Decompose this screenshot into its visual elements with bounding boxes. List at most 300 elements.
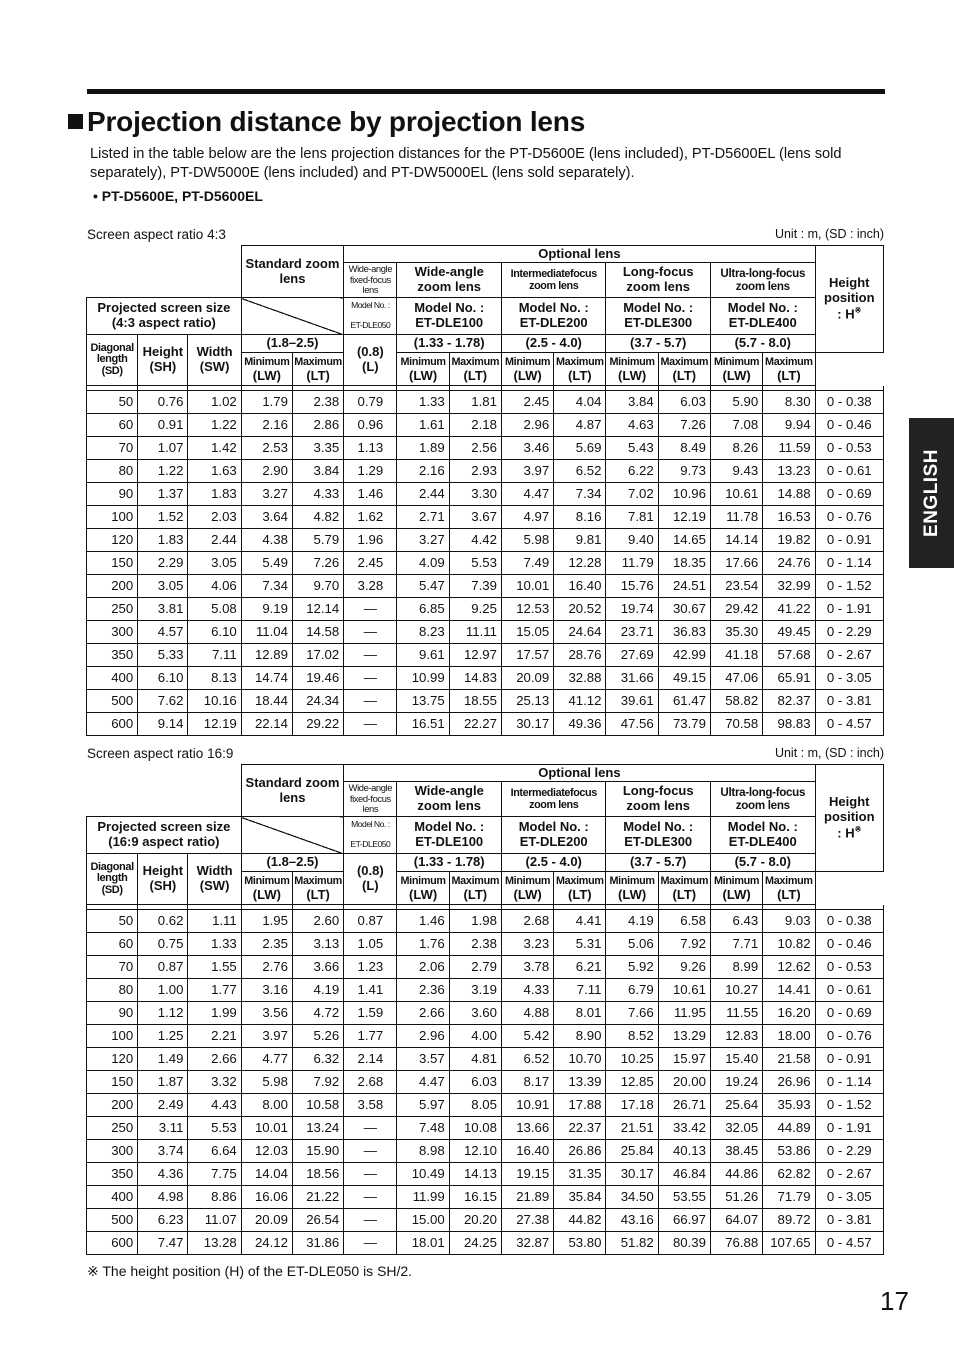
distance-cell: 9.40 <box>606 529 658 552</box>
distance-cell: 44.82 <box>554 1209 606 1232</box>
table-16x9-caption <box>87 746 884 762</box>
distance-cell: 2.49 <box>138 1094 188 1117</box>
diagonal-blank-cell <box>241 817 343 854</box>
height-position-cell: 0 - 3.81 <box>815 690 883 713</box>
distance-cell: 2.06 <box>397 956 449 979</box>
distance-cell: 2.03 <box>188 506 241 529</box>
diagonal-cell: 350 <box>87 644 138 667</box>
width-sw-header: Width (SW) <box>188 335 241 386</box>
diagonal-cell: 400 <box>87 1186 138 1209</box>
standard-zoom-lens-header: Standard zoom lens <box>241 246 343 298</box>
distance-cell: 10.96 <box>658 483 710 506</box>
distance-cell: 4.33 <box>292 483 343 506</box>
table-row <box>87 1163 884 1186</box>
distance-cell: 12.19 <box>658 506 710 529</box>
distance-cell: 3.23 <box>501 933 553 956</box>
distance-cell: 6.32 <box>292 1048 343 1071</box>
distance-cell: 18.55 <box>449 690 501 713</box>
distance-cell: 4.57 <box>138 621 188 644</box>
distance-cell: 14.13 <box>449 1163 501 1186</box>
distance-cell: 15.40 <box>710 1048 762 1071</box>
distance-cell: 32.05 <box>710 1117 762 1140</box>
distance-cell: 6.52 <box>554 460 606 483</box>
distance-cell: 13.29 <box>658 1025 710 1048</box>
distance-cell: 4.98 <box>138 1186 188 1209</box>
distance-cell: 1.77 <box>188 979 241 1002</box>
distance-cell: 4.87 <box>554 414 606 437</box>
diagonal-cell: 100 <box>87 506 138 529</box>
diagonal-length-header: Diagonal length (SD) <box>87 854 138 905</box>
distance-cell: 4.47 <box>397 1071 449 1094</box>
distance-cell: 13.28 <box>188 1232 241 1255</box>
table-row <box>87 1094 884 1117</box>
distance-cell: 5.92 <box>606 956 658 979</box>
distance-cell: 1.59 <box>344 1002 397 1025</box>
distance-cell: 53.86 <box>763 1140 815 1163</box>
wide-fixed-lens-header: Wide-angle fixed-focus lens <box>344 263 397 298</box>
width-sw-header: Width (SW) <box>188 854 241 905</box>
diagonal-cell: 70 <box>87 437 138 460</box>
distance-cell: 8.13 <box>188 667 241 690</box>
distance-cell: 22.14 <box>241 713 292 736</box>
distance-cell: 35.30 <box>710 621 762 644</box>
distance-cell: 4.41 <box>554 910 606 933</box>
distance-cell: 66.97 <box>658 1209 710 1232</box>
table-row <box>87 956 884 979</box>
height-position-cell: 0 - 0.46 <box>815 414 883 437</box>
page-number: 17 <box>880 1286 909 1316</box>
distance-cell: 16.06 <box>241 1186 292 1209</box>
distance-cell: 1.33 <box>188 933 241 956</box>
distance-cell: 20.52 <box>554 598 606 621</box>
distance-cell: 1.77 <box>344 1025 397 1048</box>
distance-cell: 4.19 <box>292 979 343 1002</box>
distance-cell: 5.98 <box>241 1071 292 1094</box>
screen-size-header: Projected screen size (4:3 aspect ratio) <box>87 298 242 335</box>
distance-cell: 4.06 <box>188 575 241 598</box>
height-position-cell: 0 - 3.05 <box>815 1186 883 1209</box>
height-position-cell: 0 - 0.91 <box>815 1048 883 1071</box>
footnote: ※ The height position (H) of the ET-DLE050 is SH/2. <box>87 1263 413 1279</box>
distance-cell: 14.88 <box>763 483 815 506</box>
distance-cell: 9.73 <box>658 460 710 483</box>
distance-cell: 8.05 <box>449 1094 501 1117</box>
distance-cell: 2.66 <box>397 1002 449 1025</box>
distance-cell: 1.76 <box>397 933 449 956</box>
distance-cell: 9.61 <box>397 644 449 667</box>
distance-cell: 7.26 <box>658 414 710 437</box>
diagonal-cell: 500 <box>87 1209 138 1232</box>
distance-cell: 0.75 <box>138 933 188 956</box>
distance-cell: — <box>344 667 397 690</box>
distance-cell: 27.69 <box>606 644 658 667</box>
height-position-cell: 0 - 0.61 <box>815 979 883 1002</box>
distance-cell: 17.57 <box>501 644 553 667</box>
distance-cell: 10.82 <box>763 933 815 956</box>
distance-cell: 43.16 <box>606 1209 658 1232</box>
distance-cell: 6.21 <box>554 956 606 979</box>
distance-cell: 16.15 <box>449 1186 501 1209</box>
distance-cell: 1.11 <box>188 910 241 933</box>
min-lw-header: Minimum (LW) <box>501 872 553 905</box>
distance-cell: 26.86 <box>554 1140 606 1163</box>
distance-cell: 4.81 <box>449 1048 501 1071</box>
distance-cell: 23.54 <box>710 575 762 598</box>
height-position-cell: 0 - 1.91 <box>815 598 883 621</box>
height-position-cell: 0 - 1.14 <box>815 1071 883 1094</box>
diagonal-cell: 600 <box>87 713 138 736</box>
distance-cell: 7.11 <box>188 644 241 667</box>
distance-cell: 20.09 <box>241 1209 292 1232</box>
table-row <box>87 621 884 644</box>
page-title <box>68 106 585 138</box>
distance-cell: 5.90 <box>710 391 762 414</box>
max-lt-header: Maximum (LT) <box>554 353 606 386</box>
distance-cell: 4.88 <box>501 1002 553 1025</box>
distance-cell: 44.86 <box>710 1163 762 1186</box>
distance-cell: 2.68 <box>501 910 553 933</box>
height-position-cell: 0 - 0.69 <box>815 1002 883 1025</box>
distance-cell: 15.00 <box>397 1209 449 1232</box>
distance-cell: 2.21 <box>188 1025 241 1048</box>
distance-cell: 25.84 <box>606 1140 658 1163</box>
distance-cell: 14.83 <box>449 667 501 690</box>
distance-cell: 7.49 <box>501 552 553 575</box>
distance-cell: 1.33 <box>397 391 449 414</box>
distance-cell: 26.71 <box>658 1094 710 1117</box>
table-row <box>87 391 884 414</box>
distance-cell: 41.22 <box>763 598 815 621</box>
min-lw-header: Minimum (LW) <box>710 353 762 386</box>
distance-cell: — <box>344 690 397 713</box>
diagonal-cell: 80 <box>87 460 138 483</box>
distance-cell: 3.57 <box>397 1048 449 1071</box>
max-lt-header: Maximum (LT) <box>658 353 710 386</box>
height-position-cell: 0 - 2.29 <box>815 1140 883 1163</box>
distance-cell: 23.71 <box>606 621 658 644</box>
distance-cell: 2.96 <box>501 414 553 437</box>
distance-cell: 32.88 <box>554 667 606 690</box>
distance-cell: 73.79 <box>658 713 710 736</box>
unit-label: Unit : m, (SD : inch) <box>774 227 884 241</box>
distance-cell: 5.49 <box>241 552 292 575</box>
distance-cell: 64.07 <box>710 1209 762 1232</box>
distance-cell: 17.18 <box>606 1094 658 1117</box>
distance-cell: 11.95 <box>658 1002 710 1025</box>
distance-cell: 24.64 <box>554 621 606 644</box>
distance-cell: 5.08 <box>188 598 241 621</box>
distance-cell: 12.83 <box>710 1025 762 1048</box>
distance-cell: 2.14 <box>344 1048 397 1071</box>
intermediate-zoom-lens-header: Intermediatefocus zoom lens <box>501 263 606 298</box>
distance-cell: 9.43 <box>710 460 762 483</box>
distance-cell: 57.68 <box>763 644 815 667</box>
distance-cell: 5.33 <box>138 644 188 667</box>
distance-cell: 25.64 <box>710 1094 762 1117</box>
distance-cell: 3.67 <box>449 506 501 529</box>
distance-cell: 1.49 <box>138 1048 188 1071</box>
range-standard: (1.8–2.5) <box>241 854 343 872</box>
distance-cell: 1.22 <box>138 460 188 483</box>
distance-cell: 7.02 <box>606 483 658 506</box>
distance-cell: 9.81 <box>554 529 606 552</box>
height-position-cell: 0 - 1.52 <box>815 575 883 598</box>
distance-cell: 7.48 <box>397 1117 449 1140</box>
distance-cell: 1.42 <box>188 437 241 460</box>
distance-cell: 4.72 <box>292 1002 343 1025</box>
distance-cell: 11.11 <box>449 621 501 644</box>
distance-cell: 6.85 <box>397 598 449 621</box>
min-lw-header: Minimum (LW) <box>397 353 449 386</box>
diagonal-cell: 50 <box>87 910 138 933</box>
diagonal-cell: 400 <box>87 667 138 690</box>
distance-cell: 0.96 <box>344 414 397 437</box>
height-position-cell: 0 - 2.29 <box>815 621 883 644</box>
height-position-cell: 0 - 0.46 <box>815 933 883 956</box>
distance-cell: 18.00 <box>763 1025 815 1048</box>
range-dle400: (5.7 - 8.0) <box>710 335 815 353</box>
distance-cell: 15.05 <box>501 621 553 644</box>
aspect-ratio-label: Screen aspect ratio 4:3 <box>87 227 226 242</box>
distance-cell: 25.13 <box>501 690 553 713</box>
diagonal-cell: 80 <box>87 979 138 1002</box>
distance-cell: 3.11 <box>138 1117 188 1140</box>
distance-cell: 20.20 <box>449 1209 501 1232</box>
diagonal-blank-cell <box>241 298 343 335</box>
table-row <box>87 1071 884 1094</box>
distance-cell: 6.43 <box>710 910 762 933</box>
distance-cell: 1.29 <box>344 460 397 483</box>
optional-lens-header: Optional lens <box>344 246 815 263</box>
distance-cell: 44.89 <box>763 1117 815 1140</box>
distance-cell: 6.10 <box>138 667 188 690</box>
distance-cell: 3.56 <box>241 1002 292 1025</box>
distance-cell: 4.43 <box>188 1094 241 1117</box>
diagonal-cell: 300 <box>87 1140 138 1163</box>
table-row <box>87 644 884 667</box>
ultra-long-zoom-lens-header: Ultra-long-focus zoom lens <box>710 782 815 817</box>
distance-cell: 0.91 <box>138 414 188 437</box>
distance-cell: 2.86 <box>292 414 343 437</box>
distance-cell: 1.23 <box>344 956 397 979</box>
height-position-cell: 0 - 4.57 <box>815 1232 883 1255</box>
distance-cell: 30.17 <box>606 1163 658 1186</box>
distance-cell: 2.90 <box>241 460 292 483</box>
distance-cell: 32.99 <box>763 575 815 598</box>
distance-cell: 13.66 <box>501 1117 553 1140</box>
distance-cell: 27.38 <box>501 1209 553 1232</box>
table-4x3-caption <box>87 227 884 243</box>
distance-cell: 3.05 <box>188 552 241 575</box>
distance-cell: 11.59 <box>763 437 815 460</box>
dle050-model-cell: Model No. : ET-DLE050 <box>344 298 397 335</box>
distance-cell: 2.93 <box>449 460 501 483</box>
distance-cell: 47.56 <box>606 713 658 736</box>
distance-cell: 14.14 <box>710 529 762 552</box>
max-lt-header: Maximum (LT) <box>554 872 606 905</box>
distance-cell: 7.11 <box>554 979 606 1002</box>
distance-cell: 0.87 <box>138 956 188 979</box>
distance-cell: 2.35 <box>241 933 292 956</box>
distance-cell: 2.36 <box>397 979 449 1002</box>
distance-cell: 18.35 <box>658 552 710 575</box>
range-standard: (1.8–2.5) <box>241 335 343 353</box>
distance-cell: 40.13 <box>658 1140 710 1163</box>
distance-cell: 61.47 <box>658 690 710 713</box>
distance-cell: 2.71 <box>397 506 449 529</box>
diagonal-cell: 120 <box>87 1048 138 1071</box>
distance-cell: 8.86 <box>188 1186 241 1209</box>
distance-cell: 9.19 <box>241 598 292 621</box>
distance-cell: — <box>344 1209 397 1232</box>
dle050-model-cell: Model No. : ET-DLE050 <box>344 817 397 854</box>
distance-cell: 8.49 <box>658 437 710 460</box>
min-lw-header: Minimum (LW) <box>606 872 658 905</box>
table-row <box>87 979 884 1002</box>
distance-cell: 9.26 <box>658 956 710 979</box>
distance-cell: 12.89 <box>241 644 292 667</box>
distance-cell: 4.77 <box>241 1048 292 1071</box>
distance-cell: 24.12 <box>241 1232 292 1255</box>
distance-cell: 31.66 <box>606 667 658 690</box>
distance-cell: 3.81 <box>138 598 188 621</box>
distance-cell: 6.58 <box>658 910 710 933</box>
diagonal-cell: 100 <box>87 1025 138 1048</box>
height-sh-header: Height (SH) <box>138 335 188 386</box>
model-heading: • PT-D5600E, PT-D5600EL <box>93 188 263 204</box>
distance-cell: 15.90 <box>292 1140 343 1163</box>
distance-cell: 32.87 <box>501 1232 553 1255</box>
distance-cell: 4.33 <box>501 979 553 1002</box>
distance-cell: 12.10 <box>449 1140 501 1163</box>
distance-cell: 4.19 <box>606 910 658 933</box>
long-zoom-lens-header: Long-focus zoom lens <box>606 263 711 298</box>
table-row <box>87 1048 884 1071</box>
distance-cell: 16.40 <box>501 1140 553 1163</box>
table-row <box>87 933 884 956</box>
height-position-header: Height position : H※ <box>815 246 883 353</box>
distance-cell: 12.14 <box>292 598 343 621</box>
distance-cell: 7.75 <box>188 1163 241 1186</box>
distance-cell: 10.99 <box>397 667 449 690</box>
distance-cell: 17.88 <box>554 1094 606 1117</box>
distance-cell: 1.62 <box>344 506 397 529</box>
distance-cell: 5.98 <box>501 529 553 552</box>
distance-cell: 4.36 <box>138 1163 188 1186</box>
height-position-cell: 0 - 0.53 <box>815 437 883 460</box>
distance-cell: 8.17 <box>501 1071 553 1094</box>
distance-cell: 1.37 <box>138 483 188 506</box>
language-tab-label: ENGLISH <box>920 449 942 537</box>
distance-cell: 13.75 <box>397 690 449 713</box>
dle200-model-cell: Model No. : ET-DLE200 <box>501 298 606 335</box>
distance-cell: 3.58 <box>344 1094 397 1117</box>
distance-cell: 8.90 <box>554 1025 606 1048</box>
wide-zoom-lens-header: Wide-angle zoom lens <box>397 263 502 298</box>
distance-cell: 8.23 <box>397 621 449 644</box>
distance-cell: 14.04 <box>241 1163 292 1186</box>
distance-cell: — <box>344 1232 397 1255</box>
distance-cell: 3.32 <box>188 1071 241 1094</box>
square-bullet-icon <box>68 114 83 129</box>
distance-cell: 6.52 <box>501 1048 553 1071</box>
distance-cell: 21.51 <box>606 1117 658 1140</box>
table-row <box>87 483 884 506</box>
distance-cell: 3.46 <box>501 437 553 460</box>
distance-cell: 11.99 <box>397 1186 449 1209</box>
distance-cell: 1.05 <box>344 933 397 956</box>
distance-cell: 3.64 <box>241 506 292 529</box>
distance-cell: 8.00 <box>241 1094 292 1117</box>
distance-cell: 3.28 <box>344 575 397 598</box>
distance-cell: 53.55 <box>658 1186 710 1209</box>
distance-cell: 2.76 <box>241 956 292 979</box>
unit-label: Unit : m, (SD : inch) <box>774 746 884 760</box>
distance-cell: 2.45 <box>501 391 553 414</box>
height-position-cell: 0 - 4.57 <box>815 713 883 736</box>
distance-cell: 3.84 <box>606 391 658 414</box>
distance-cell: 7.08 <box>710 414 762 437</box>
table-row <box>87 552 884 575</box>
range-dle300: (3.7 - 5.7) <box>606 335 711 353</box>
distance-cell: 1.89 <box>397 437 449 460</box>
distance-cell: 58.82 <box>710 690 762 713</box>
distance-cell: 7.81 <box>606 506 658 529</box>
distance-cell: 1.83 <box>138 529 188 552</box>
distance-cell: 3.13 <box>292 933 343 956</box>
optional-lens-header: Optional lens <box>344 765 815 782</box>
distance-cell: 6.64 <box>188 1140 241 1163</box>
distance-table-16x9 <box>86 764 884 1255</box>
distance-cell: 3.19 <box>449 979 501 1002</box>
distance-cell: 4.09 <box>397 552 449 575</box>
distance-cell: 10.70 <box>554 1048 606 1071</box>
distance-cell: 41.12 <box>554 690 606 713</box>
page-title-text: Projection distance by projection lens <box>87 106 586 137</box>
distance-cell: 7.34 <box>554 483 606 506</box>
distance-cell: 1.41 <box>344 979 397 1002</box>
distance-cell: 19.74 <box>606 598 658 621</box>
distance-cell: 15.97 <box>658 1048 710 1071</box>
range-fixed: (0.8) (L) <box>344 335 397 386</box>
distance-cell: 5.79 <box>292 529 343 552</box>
distance-cell: 24.25 <box>449 1232 501 1255</box>
diagonal-cell: 120 <box>87 529 138 552</box>
height-position-cell: 0 - 0.69 <box>815 483 883 506</box>
distance-cell: 3.27 <box>241 483 292 506</box>
height-sh-header: Height (SH) <box>138 854 188 905</box>
distance-cell: 98.83 <box>763 713 815 736</box>
height-position-cell: 0 - 0.38 <box>815 391 883 414</box>
blank-corner <box>87 765 242 817</box>
distance-cell: 13.39 <box>554 1071 606 1094</box>
distance-cell: 12.97 <box>449 644 501 667</box>
table-row <box>87 460 884 483</box>
distance-table-4x3 <box>86 245 884 736</box>
diagonal-cell: 90 <box>87 1002 138 1025</box>
distance-cell: 1.81 <box>449 391 501 414</box>
distance-cell: 1.55 <box>188 956 241 979</box>
distance-cell: 17.02 <box>292 644 343 667</box>
distance-cell: 2.29 <box>138 552 188 575</box>
distance-cell: 8.98 <box>397 1140 449 1163</box>
distance-cell: 1.98 <box>449 910 501 933</box>
distance-cell: 71.79 <box>763 1186 815 1209</box>
title-rule <box>87 89 885 94</box>
distance-cell: 14.58 <box>292 621 343 644</box>
aspect-ratio-label: Screen aspect ratio 16:9 <box>87 746 234 761</box>
intro-paragraph: Listed in the table below are the lens projection distances for the PT-D5600E (lens included), PT-D5600EL (lens sold separately), PT-DW5000E (lens included) and PT-DW5000EL (lens sold separately). <box>90 146 842 181</box>
